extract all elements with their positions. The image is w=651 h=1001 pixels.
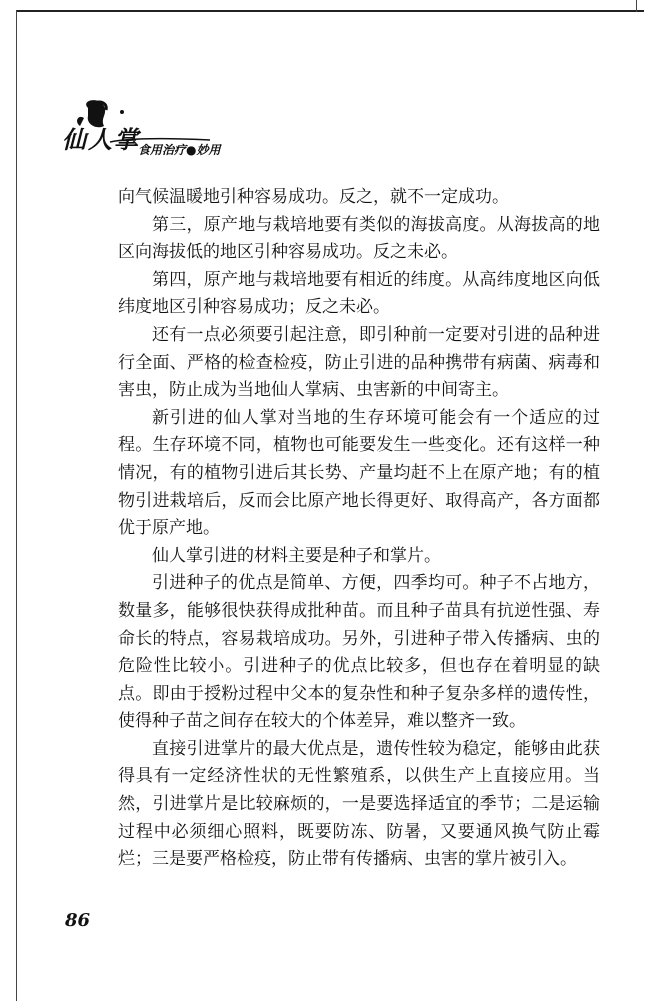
book-title: 仙人掌 [62, 125, 140, 154]
corner-mark [636, 0, 647, 12]
page-number: 86 [65, 910, 91, 931]
body-text [118, 184, 600, 874]
top-border-rule [16, 10, 644, 12]
paragraph: 直接引进掌片的最大优点是，遗传性较为稳定，能够由此获得具有一定经济性状的无性繁殖系，以供生产上直接应用。当然，引进掌片是比较麻烦的，一是要选择适宜的季节；二是运输过程中必须细心照料，既要防冻、防暑，又要通风换气防止霉烂；三是要严格检疫，防止带有传播病、虫害的掌片被引入。 [118, 738, 600, 870]
book-subtitle: 食用治疗●妙用 [138, 143, 221, 157]
paragraph: 第三，原产地与栽培地要有类似的海拔高度。从海拔高的地区向海拔低的地区引种容易成功。反之未必。 [118, 214, 600, 263]
paragraph: 新引进的仙人掌对当地的生存环境可能会有一个适应的过程。生存环境不同，植物也可能要发生一些变化。还有这样一种情况，有的植物引进后其长势、产量均赶不上在原产地；有的植物引进栽培后，反而会比原产地长得更好、取得高产，各方面都优于原产地。 [118, 407, 600, 539]
paragraph: 还有一点必须要引起注意，即引种前一定要对引进的品种进行全面、严格的检查检疫，防止引进的品种携带有病菌、病毒和害虫，防止成为当地仙人掌病、虫害新的中间寄主。 [118, 324, 600, 401]
left-border-rule [16, 10, 17, 1001]
paragraph: 向气候温暖地引种容易成功。反之，就不一定成功。 [118, 187, 509, 207]
book-header-logo [60, 98, 250, 168]
paragraph: 第四，原产地与栽培地要有相近的纬度。从高纬度地区向低纬度地区引种容易成功；反之未必。 [118, 269, 600, 318]
paragraph: 引进种子的优点是简单、方便，四季均可。种子不占地方，数量多，能够很快获得成批种苗。而且种子苗具有抗逆性强、寿命长的特点，容易栽培成功。另外，引进种子带入传播病、虫的危险性比较小。引进种子的优点比较多，但也存在着明显的缺点。即由于授粉过程中父本的复杂性和种子复杂多样的遗传性，使得种子苗之间存在较大的个体差异，难以整齐一致。 [118, 573, 600, 732]
paragraph: 仙人掌引进的材料主要是种子和掌片。 [152, 545, 441, 566]
